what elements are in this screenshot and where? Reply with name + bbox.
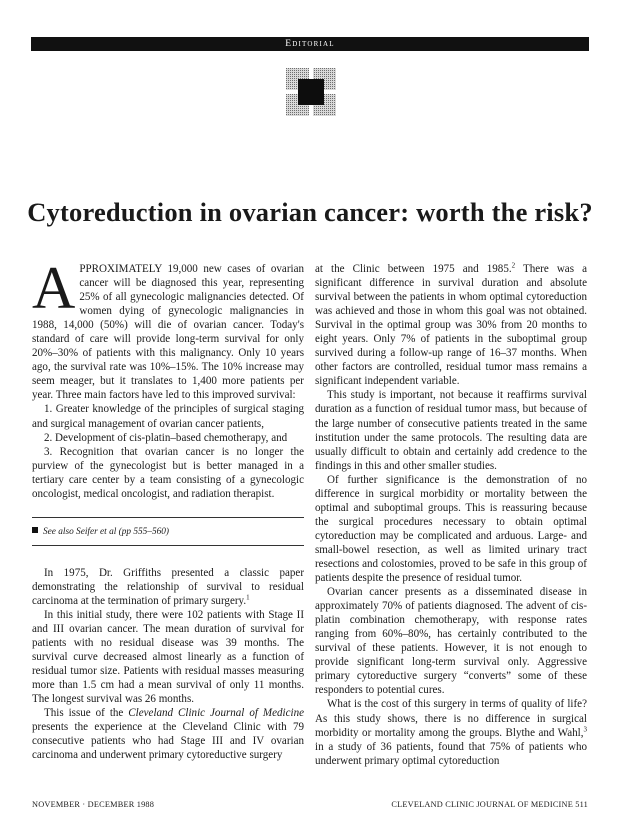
footer-date: NOVEMBER · DECEMBER 1988	[32, 800, 155, 809]
list-item: 2. Development of cis-platin–based chemotherapy, and	[44, 431, 288, 444]
lead-paragraph	[32, 255, 304, 402]
body-text: at the Clinic between 1975 and 1985.	[315, 263, 512, 275]
body-paragraph: This study is important, not because it reaffirms survival duration as a function of residual tumor mass, but because of the large number of consecutive patients treated in the same institution under the same protocols. The resulting data are usually difficult to obtain and certainly add credence to the findings in this and other smaller studies.	[315, 389, 587, 472]
body-paragraph: In this initial study, there were 102 patients with Stage II and III ovarian cancer. The mean duration of survival for patients with no residual disease was 39 months. The survival curve decreased almost linearly as a function of residual tumor size. Patients with residual masses measuring more than 1.5 cm had a mean survival of only 11 months. The longest survival was 26 months.	[32, 608, 304, 706]
see-also-box	[32, 517, 304, 546]
body-text: In 1975, Dr. Griffiths presented a classic paper demonstrating the relationship of survival to residual carcinoma at the termination of primary surgery.	[32, 566, 304, 607]
journal-logo-icon	[284, 66, 338, 118]
section-banner: Editorial	[31, 37, 589, 51]
reference-marker: 1	[246, 593, 250, 602]
right-column	[315, 262, 587, 768]
list-item: 1. Greater knowledge of the principles of surgical staging and surgical management of ovarian cancer patients,	[32, 403, 304, 430]
body-text: What is the cost of this surgery in terms of quality of life? As this study shows, there is no difference in surgical morbidity or mortality among the groups. Blythe and Wahl,	[315, 698, 587, 739]
footer-journal-page: CLEVELAND CLINIC JOURNAL OF MEDICINE 511	[391, 800, 588, 809]
body-paragraph: Of further significance is the demonstration of no difference in surgical morbidity or mortality between the optimal and suboptimal groups. This is reassuring because the surgical procedures necessary to obtain optimal cytoreduction may be complicated and arduous. Large- and small-bowel resection, as well as limited urinary tract resections and colostomies, proved to be safe in this group of patients despite the presence of residual tumor.	[315, 473, 587, 585]
body-paragraph	[32, 706, 304, 762]
left-column	[32, 255, 304, 763]
body-text: presents the experience at the Cleveland Clinic with 79 consecutive patients who had Stage III and IV ovarian carcinoma and underwent primary cytoreductive surgery	[32, 721, 304, 762]
factor-list	[32, 402, 304, 500]
body-text: This issue of the	[44, 707, 129, 720]
body-paragraph	[315, 697, 587, 767]
list-item: 3. Recognition that ovarian cancer is no longer the purview of the gynecologist but is better managed in a tertiary care center by a team consisting of a gynecologic oncologist, medical oncologist, and radiation therapist.	[32, 445, 304, 500]
lead-text: PPROXIMATELY 19,000 new cases of ovarian cancer will be diagnosed this year, representing 25% of all gynecologic malignancies detected. Of women dying of gynecologic malignancies in 1988, 14,000 (50%) will die of ovarian cancer. Today's standard of care will provide long-term survival for only 20%–30% of patients with this malignancy. Only 10 years ago, the survival rate was 10%–15%. The 10% increase may seem meager, but it translates to 1,400 more patients per year. Three main factors have led to this improved survival:	[32, 263, 304, 402]
see-also-link[interactable]: See also Seifer et al (pp 555–560)	[43, 526, 169, 537]
article-title: Cytoreduction in ovarian cancer: worth the risk?	[27, 197, 593, 227]
body-text: in a study of 36 patients, found that 75% of patients who underwent primary optimal cytoreduction	[315, 740, 587, 767]
reference-marker: 2	[511, 261, 516, 270]
square-bullet-icon	[32, 527, 38, 533]
reference-marker: 3	[583, 724, 587, 733]
drop-cap: A	[32, 255, 76, 321]
body-paragraph	[32, 566, 304, 608]
body-text: There was a significant difference in survival duration and absolute survival between the patients in whom optimal cytoreduction was achieved and those in whom this goal was not obtained. Survival in the optimal group was 30% from 20 months to eight years. Only 7% of patients in the suboptimal group survived during a follow-up range of 16–37 months. When other factors are controlled, residual tumor mass remains a significant independent variable.	[315, 263, 587, 388]
body-paragraph: Ovarian cancer presents as a disseminated disease in approximately 70% of patients diagnosed. The advent of cis-platin combination chemotherapy, with response rates ranging from 60%–80%, has certainly contributed to the survival of these patients. However, it is not enough to provide significant long-term survival only. Aggressive primary cytoreductive surgery “converts” some of these responders to potential cures.	[315, 586, 587, 697]
body-paragraph	[315, 262, 587, 388]
journal-name: Cleveland Clinic Journal of Medicine	[128, 707, 304, 720]
